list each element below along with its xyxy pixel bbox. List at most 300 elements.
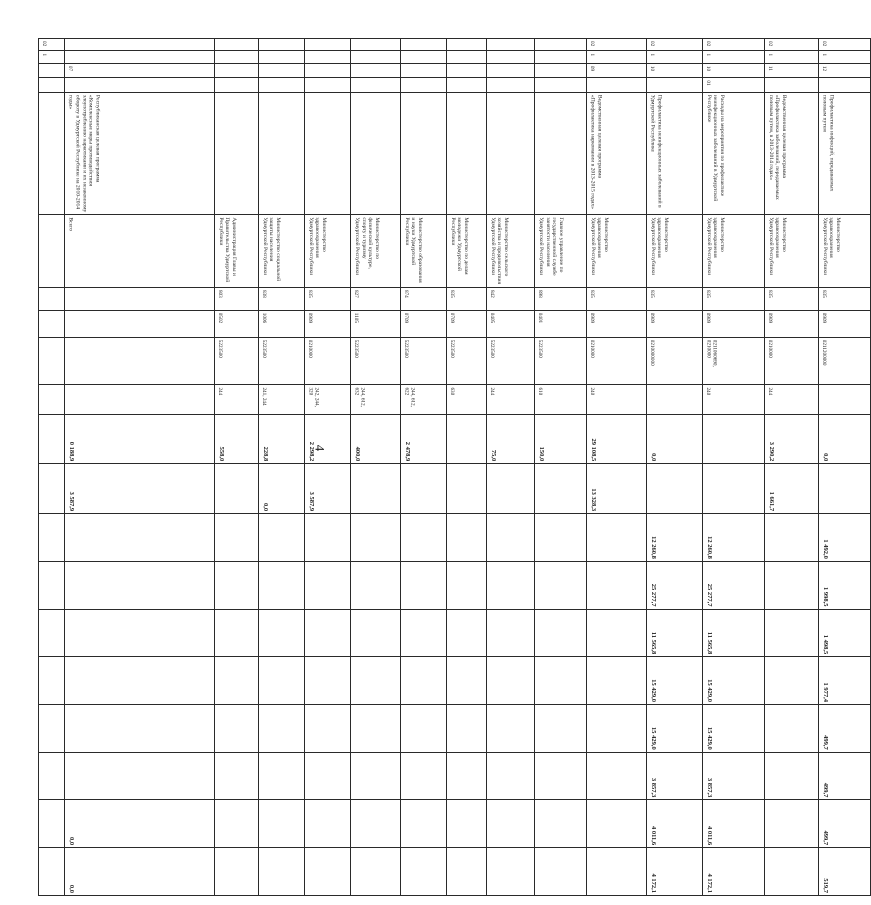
- cell-text: 02: [821, 41, 828, 47]
- cell-text: 835: [307, 289, 314, 298]
- cell-text: Министерство здравоохранения Удмуртской Республики: [649, 217, 670, 276]
- table-cell: [401, 704, 447, 752]
- table-cell: [765, 51, 819, 63]
- cell-text: 610: [537, 387, 544, 396]
- table-cell: [401, 752, 447, 800]
- table-cell: [587, 287, 647, 310]
- table-cell: [259, 609, 305, 657]
- table-cell: [819, 414, 871, 464]
- table-cell: [487, 561, 535, 609]
- cell-text: 835: [589, 289, 596, 298]
- cell-text: 29 108,5: [589, 438, 597, 462]
- table-cell: [401, 414, 447, 464]
- table-cell: [819, 51, 871, 63]
- table-cell: [447, 78, 487, 93]
- table-cell: [765, 514, 819, 562]
- table-cell: [351, 704, 401, 752]
- table-cell: [259, 337, 305, 385]
- cell-text: 244, 612, 622: [403, 387, 416, 407]
- table-cell: [65, 310, 215, 337]
- cell-text: 0210000: [307, 339, 314, 358]
- cell-text: 0211200000: [821, 339, 828, 366]
- table-cell: [259, 39, 305, 51]
- table-cell: [65, 514, 215, 562]
- table-cell: [39, 657, 65, 705]
- table-cell: [259, 657, 305, 705]
- cell-text: 1006: [261, 312, 268, 324]
- cell-text: Администрация Главы и Правительства Удмуртской Республики: [217, 217, 238, 283]
- table-cell: [765, 414, 819, 464]
- cell-text: 0405: [489, 312, 496, 324]
- cell-text: 499,7: [821, 782, 829, 798]
- table-cell: [647, 92, 703, 214]
- cell-text: 4 011,6: [705, 825, 713, 846]
- table-cell: [259, 51, 305, 63]
- cell-text: Ведомственная целевая программа «Профилактика наркомании в 2013-2015 годах»: [589, 94, 603, 209]
- table-cell: [587, 514, 647, 562]
- table-cell: [765, 385, 819, 414]
- table-cell: [447, 51, 487, 63]
- table-cell: [65, 657, 215, 705]
- table-cell: [351, 310, 401, 337]
- table-cell: [487, 92, 535, 214]
- table-cell: [819, 39, 871, 51]
- table-cell: [765, 561, 819, 609]
- table-cell: [305, 385, 351, 414]
- table-cell: [587, 657, 647, 705]
- table-cell: [765, 310, 819, 337]
- table-cell: [703, 39, 765, 51]
- cell-text: Профилактика неинфекционных заболеваний в Удмуртской Республике: [649, 94, 663, 208]
- table-cell: [819, 310, 871, 337]
- table-cell: [39, 78, 65, 93]
- table-cell: [305, 514, 351, 562]
- cell-text: 5223500: [403, 339, 410, 358]
- cell-text: 0210000: [767, 339, 774, 358]
- table-cell: [647, 704, 703, 752]
- table-cell: [703, 287, 765, 310]
- table-cell: [487, 39, 535, 51]
- page-number: 4: [312, 444, 328, 452]
- table-cell: [535, 51, 587, 63]
- table-cell: [765, 752, 819, 800]
- table-cell: [39, 414, 65, 464]
- table-cell: [819, 63, 871, 78]
- table-cell: [703, 414, 765, 464]
- cell-text: 2 298,2: [307, 441, 315, 462]
- table-cell: [765, 704, 819, 752]
- table-cell: [535, 848, 587, 896]
- table-cell: [351, 78, 401, 93]
- table-cell: [535, 464, 587, 514]
- cell-text: 1: [41, 53, 48, 57]
- cell-text: 10: [649, 65, 656, 72]
- table-cell: [215, 464, 259, 514]
- table-cell: [65, 704, 215, 752]
- table-cell: [305, 704, 351, 752]
- table-cell: [765, 287, 819, 310]
- cell-text: 0709: [449, 312, 456, 324]
- table-cell: [587, 848, 647, 896]
- table-row: [215, 39, 259, 896]
- table-cell: [259, 800, 305, 848]
- table-cell: [259, 561, 305, 609]
- table-cell: [39, 561, 65, 609]
- table-cell: [703, 385, 765, 414]
- table-cell: [65, 287, 215, 310]
- table-cell: [401, 215, 447, 288]
- table-cell: [487, 848, 535, 896]
- table-cell: [215, 310, 259, 337]
- table-cell: [65, 609, 215, 657]
- table-cell: [65, 752, 215, 800]
- cell-text: Министерство здравоохранения Удмуртской Республики: [307, 217, 328, 276]
- table-cell: [765, 63, 819, 78]
- table-cell: [765, 657, 819, 705]
- table-cell: [487, 752, 535, 800]
- cell-text: Министерство здравоохранения Удмуртской Республики: [821, 217, 842, 276]
- table-cell: [215, 414, 259, 464]
- table-cell: [259, 514, 305, 562]
- table-cell: [351, 752, 401, 800]
- cell-text: 15 429,0: [705, 679, 713, 702]
- cell-text: Министерство социальной защиты населения Удмуртской Республики: [261, 217, 282, 282]
- table-cell: [765, 848, 819, 896]
- table-cell: [819, 657, 871, 705]
- cell-text: 827: [353, 289, 360, 298]
- table-cell: [215, 287, 259, 310]
- table-cell: [39, 337, 65, 385]
- table-cell: [401, 561, 447, 609]
- cell-text: 874: [403, 289, 410, 298]
- cell-text: Министерство здравоохранения Удмуртской Республики: [705, 217, 726, 276]
- cell-text: 242, 244, 320: [307, 387, 320, 407]
- cell-text: 5223500: [489, 339, 496, 358]
- table-cell: [305, 752, 351, 800]
- table-cell: [305, 63, 351, 78]
- table-cell: [703, 215, 765, 288]
- cell-text: 02: [767, 41, 774, 47]
- table-cell: [535, 63, 587, 78]
- table-cell: [215, 657, 259, 705]
- table-cell: [65, 464, 215, 514]
- table-cell: [259, 752, 305, 800]
- table-cell: [819, 848, 871, 896]
- table-cell: [401, 657, 447, 705]
- table-row: [351, 39, 401, 896]
- table-cell: [487, 63, 535, 78]
- table-row: [39, 39, 65, 896]
- table-cell: [351, 287, 401, 310]
- table-cell: [305, 310, 351, 337]
- table-cell: [703, 78, 765, 93]
- cell-text: 244: [217, 387, 224, 396]
- cell-text: 0909: [307, 312, 314, 324]
- table-row: [819, 39, 871, 896]
- table-cell: [39, 752, 65, 800]
- table-cell: [215, 800, 259, 848]
- cell-text: 835: [649, 289, 656, 298]
- table-cell: [305, 39, 351, 51]
- cell-text: 0,0: [261, 502, 269, 512]
- cell-text: 0,0: [67, 837, 75, 846]
- table-row: [447, 39, 487, 896]
- table-cell: [535, 310, 587, 337]
- table-cell: [647, 561, 703, 609]
- table-cell: [259, 287, 305, 310]
- table-row: [703, 39, 765, 896]
- table-cell: [447, 657, 487, 705]
- table-cell: [39, 63, 65, 78]
- table-row: [401, 39, 447, 896]
- table-cell: [447, 215, 487, 288]
- cell-text: 5223500: [353, 339, 360, 358]
- table-cell: [447, 561, 487, 609]
- table-cell: [215, 337, 259, 385]
- cell-text: 01: [705, 80, 712, 86]
- table-cell: [647, 657, 703, 705]
- table-cell: [259, 63, 305, 78]
- cell-text: 13 328,3: [589, 488, 597, 512]
- cell-text: 1: [589, 53, 596, 57]
- cell-text: 244, 612, 632: [353, 387, 366, 407]
- table-cell: [703, 51, 765, 63]
- cell-text: 12: [821, 65, 828, 72]
- table-cell: [305, 561, 351, 609]
- table-cell: [39, 609, 65, 657]
- table-cell: [647, 78, 703, 93]
- table-cell: [351, 337, 401, 385]
- cell-text: 3 290,2: [767, 441, 775, 462]
- table-cell: [305, 337, 351, 385]
- table-cell: [65, 385, 215, 414]
- table-row: [535, 39, 587, 896]
- table-cell: [487, 51, 535, 63]
- table-cell: [351, 561, 401, 609]
- table-cell: [819, 215, 871, 288]
- table-cell: [401, 385, 447, 414]
- table-cell: [401, 464, 447, 514]
- table-cell: [487, 657, 535, 705]
- table-cell: [401, 848, 447, 896]
- table-cell: [535, 561, 587, 609]
- table-cell: [703, 657, 765, 705]
- table-cell: [647, 609, 703, 657]
- table-cell: [305, 848, 351, 896]
- table-cell: [447, 92, 487, 214]
- table-cell: [447, 385, 487, 414]
- table-cell: [215, 385, 259, 414]
- table-cell: [647, 848, 703, 896]
- table-cell: [487, 800, 535, 848]
- cell-text: 1 977,4: [821, 682, 829, 702]
- table-cell: [587, 63, 647, 78]
- table-cell: [819, 337, 871, 385]
- table-cell: [65, 337, 215, 385]
- table-cell: [401, 609, 447, 657]
- table-cell: [647, 514, 703, 562]
- table-cell: [215, 92, 259, 214]
- table-cell: [401, 800, 447, 848]
- cell-text: Министерство по физической культуре, спорту и туризму Удмуртской Республики: [353, 217, 380, 276]
- table-cell: [587, 92, 647, 214]
- cell-text: 838: [261, 289, 268, 298]
- table-cell: [587, 51, 647, 63]
- cell-text: 3 587,9: [307, 491, 315, 512]
- cell-text: 12 260,8: [705, 536, 713, 559]
- table-cell: [215, 848, 259, 896]
- cell-text: 519,7: [821, 878, 829, 893]
- table-cell: [305, 78, 351, 93]
- cell-text: Министерство здравоохранения Удмуртской Республики: [767, 217, 788, 276]
- cell-text: 4 172,1: [705, 873, 713, 893]
- cell-text: 0401: [537, 312, 544, 324]
- table-cell: [535, 414, 587, 464]
- table-cell: [351, 385, 401, 414]
- table-cell: [259, 704, 305, 752]
- table-cell: [447, 63, 487, 78]
- table-cell: [65, 848, 215, 896]
- cell-text: 0 188,9: [67, 441, 75, 462]
- table-cell: [305, 215, 351, 288]
- table-cell: [401, 39, 447, 51]
- cell-text: 3 857,3: [705, 777, 713, 798]
- table-cell: [39, 464, 65, 514]
- table-cell: [647, 464, 703, 514]
- table-cell: [535, 657, 587, 705]
- table-cell: [305, 51, 351, 63]
- table-cell: [487, 414, 535, 464]
- table-cell: [587, 385, 647, 414]
- cell-text: 842: [489, 289, 496, 298]
- table-row: [587, 39, 647, 896]
- table-cell: [535, 337, 587, 385]
- cell-text: 228,8: [261, 446, 269, 462]
- table-cell: [765, 337, 819, 385]
- table-cell: [535, 704, 587, 752]
- table-cell: [535, 92, 587, 214]
- table-cell: [39, 287, 65, 310]
- table-cell: [305, 92, 351, 214]
- cell-text: Республиканская целевая программа «Комплексные меры противодействия злоупотреблению наркотиками и их незаконному обороту в Удмуртской Республике на 2010-2014 годы»: [67, 94, 101, 213]
- table-cell: [39, 800, 65, 848]
- cell-text: 15 429,0: [649, 726, 657, 750]
- table-cell: [351, 51, 401, 63]
- table-cell: [215, 609, 259, 657]
- table-cell: [703, 848, 765, 896]
- table-row: [65, 39, 215, 896]
- table-cell: [487, 514, 535, 562]
- table-cell: [215, 215, 259, 288]
- table-cell: [765, 39, 819, 51]
- table-cell: [487, 215, 535, 288]
- table-cell: [259, 78, 305, 93]
- cell-text: 241, 244: [261, 387, 268, 406]
- table-cell: [487, 385, 535, 414]
- table-cell: [215, 514, 259, 562]
- table-cell: [215, 704, 259, 752]
- table-cell: [587, 752, 647, 800]
- cell-text: 499,7: [821, 830, 829, 846]
- table-cell: [535, 800, 587, 848]
- table-cell: [703, 609, 765, 657]
- cell-text: 2 478,9: [403, 441, 411, 462]
- table-cell: [401, 51, 447, 63]
- cell-text: 02: [589, 41, 596, 47]
- table-cell: [39, 51, 65, 63]
- table-cell: [703, 92, 765, 214]
- table-cell: [351, 848, 401, 896]
- table-cell: [351, 215, 401, 288]
- table-cell: [401, 63, 447, 78]
- cell-text: 803: [217, 289, 224, 298]
- cell-text: 400,0: [353, 446, 361, 462]
- table-cell: [215, 51, 259, 63]
- table-cell: [535, 385, 587, 414]
- table-cell: [39, 215, 65, 288]
- table-cell: [819, 78, 871, 93]
- table-cell: [401, 287, 447, 310]
- cell-text: 1: [821, 53, 828, 57]
- table-cell: [819, 704, 871, 752]
- cell-text: Главное управление по государственной службе занятости населения Удмуртской Республики: [537, 217, 564, 276]
- table-cell: [351, 92, 401, 214]
- cell-text: 0,0: [821, 453, 829, 462]
- table-cell: [703, 704, 765, 752]
- cell-text: Расходы на мероприятия по профилактике неинфекционных заболеваний в Удмуртской Республике: [705, 94, 726, 202]
- table-cell: [587, 561, 647, 609]
- cell-text: 1 492,0: [821, 539, 829, 559]
- table-cell: [447, 752, 487, 800]
- table-cell: [703, 310, 765, 337]
- cell-text: 0,0: [649, 453, 657, 462]
- table-cell: [487, 337, 535, 385]
- cell-text: 11 565,8: [705, 631, 713, 655]
- table-cell: [65, 63, 215, 78]
- table-cell: [305, 609, 351, 657]
- cell-text: 5223500: [537, 339, 544, 358]
- table-cell: [587, 800, 647, 848]
- table-cell: [647, 800, 703, 848]
- table-cell: [39, 310, 65, 337]
- cell-text: 15 429,0: [649, 679, 657, 702]
- table-cell: [351, 514, 401, 562]
- cell-text: 3 857,3: [649, 777, 657, 798]
- table-cell: [259, 215, 305, 288]
- table-cell: [819, 609, 871, 657]
- table-cell: [647, 414, 703, 464]
- table-cell: [65, 92, 215, 214]
- table-cell: [401, 310, 447, 337]
- cell-text: 558,0: [217, 446, 225, 462]
- table-cell: [351, 63, 401, 78]
- table-cell: [401, 337, 447, 385]
- table-cell: [447, 704, 487, 752]
- table-cell: [401, 78, 447, 93]
- table-cell: [65, 215, 215, 288]
- table-cell: [487, 78, 535, 93]
- cell-text: 12 260,8: [649, 536, 657, 559]
- cell-text: 898: [537, 289, 544, 298]
- table-cell: [487, 464, 535, 514]
- table-row: [305, 39, 351, 896]
- table-cell: [819, 800, 871, 848]
- table-cell: [305, 800, 351, 848]
- table-cell: [65, 561, 215, 609]
- table-cell: [447, 337, 487, 385]
- table-cell: [65, 800, 215, 848]
- cell-text: 0502: [217, 312, 224, 324]
